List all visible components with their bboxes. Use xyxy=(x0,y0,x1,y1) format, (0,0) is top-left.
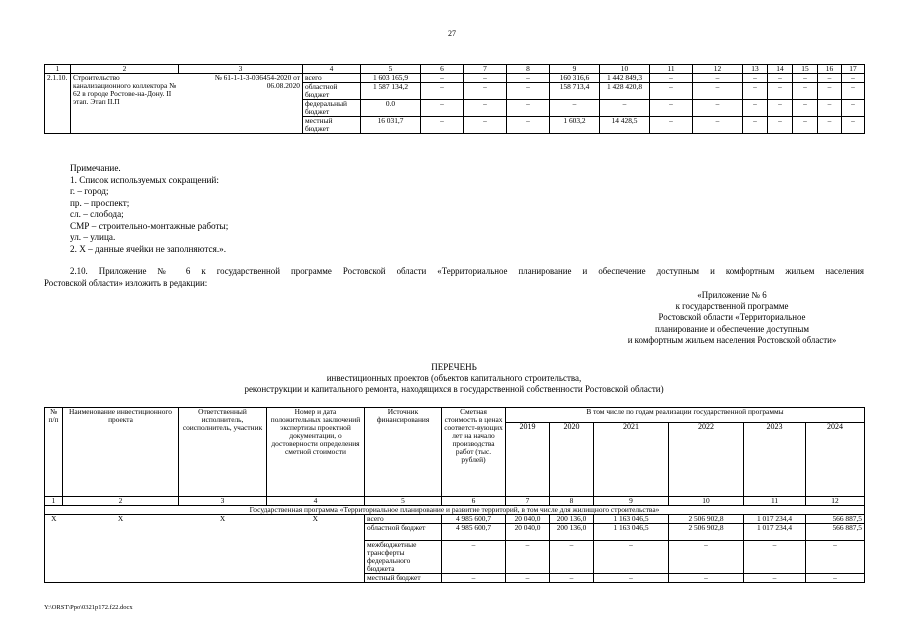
table-cell: – xyxy=(793,100,818,117)
column-number-row xyxy=(45,497,865,506)
page-number: 27 xyxy=(448,29,456,38)
appendix-caption xyxy=(600,290,864,346)
col-number: 3 xyxy=(179,65,303,74)
column-number-row xyxy=(45,65,865,74)
col-number: 9 xyxy=(594,497,669,506)
table-cell: – xyxy=(743,117,768,134)
appendix-line: и комфортным жильем населения Ростовской области» xyxy=(627,334,837,345)
table-cell: – xyxy=(507,74,550,83)
table-cell: – xyxy=(818,100,842,117)
col-number: 14 xyxy=(768,65,793,74)
col-number: 10 xyxy=(669,497,744,506)
table-row xyxy=(45,74,865,83)
col-number: 5 xyxy=(361,65,421,74)
header-num: № п/п xyxy=(45,408,63,497)
note-block xyxy=(70,163,228,255)
finance-source: федеральный бюджет xyxy=(303,100,361,117)
header-row xyxy=(45,408,865,423)
title-line: реконструкции и капитального ремонта, находящихся в государственной собственности Ростовской области) xyxy=(244,384,664,394)
finance-source: межбюджетные трансферты федерального бюджета xyxy=(365,541,442,574)
table-cell: – xyxy=(793,83,818,100)
header-source: Источник финансирования xyxy=(365,408,442,497)
header-year: 2022 xyxy=(669,423,744,497)
appendix-line: планирование и обеспечение доступным xyxy=(655,323,809,334)
table-cell: – xyxy=(768,83,793,100)
table-cell: 4 985 600,7 xyxy=(442,524,506,541)
appendix-line: «Приложение № 6 xyxy=(697,290,767,300)
table-cell: 14 428,5 xyxy=(600,117,650,134)
col-number: 5 xyxy=(365,497,442,506)
table-cell: – xyxy=(421,74,464,83)
table-cell: – xyxy=(421,117,464,134)
x-cell: Х xyxy=(45,515,63,583)
col-number: 7 xyxy=(464,65,507,74)
table-cell: 1 428 420,8 xyxy=(600,83,650,100)
header-years-group: В том числе по годам реализации государственной программы xyxy=(506,408,865,423)
col-number: 12 xyxy=(693,65,743,74)
header-cost: Сметная стоимость в ценах соответст-вующих лет на начало производства работ (тыс. рублей) xyxy=(442,408,506,497)
investment-projects-table xyxy=(44,407,865,583)
col-number: 1 xyxy=(45,65,71,74)
col-number: 4 xyxy=(267,497,365,506)
table-cell: – xyxy=(594,574,669,583)
table-cell: – xyxy=(842,100,865,117)
table-cell: – xyxy=(464,83,507,100)
paragraph-line-2: Ростовской области» изложить в редакции: xyxy=(44,278,208,288)
col-number: 15 xyxy=(793,65,818,74)
table-cell: – xyxy=(507,117,550,134)
project-name: Строительство канализационного коллектора № 62 в городе Ростове-на-Дону. II этап. Этап II.П xyxy=(71,74,179,134)
table-cell: – xyxy=(793,74,818,83)
table-cell: – xyxy=(669,574,744,583)
header-year: 2020 xyxy=(550,423,594,497)
table-cell: 2 506 902,8 xyxy=(669,515,744,524)
table-cell: – xyxy=(693,74,743,83)
table-cell: – xyxy=(650,83,693,100)
finance-source: всего xyxy=(365,515,442,524)
table-cell: – xyxy=(550,100,600,117)
table-cell: – xyxy=(506,541,550,574)
table-cell: – xyxy=(442,574,506,583)
col-number: 9 xyxy=(550,65,600,74)
table-cell: – xyxy=(693,83,743,100)
title-heading: ПЕРЕЧЕНЬ xyxy=(431,362,477,372)
table-cell: 1 587 134,2 xyxy=(361,83,421,100)
header-name: Наименование инвестиционного проекта xyxy=(63,408,179,497)
title-line: инвестиционных проектов (объектов капитального строительства, xyxy=(326,373,582,383)
table-cell: – xyxy=(744,574,806,583)
table-cell: 1 017 234,4 xyxy=(744,524,806,541)
investment-table-continuation xyxy=(44,64,865,134)
col-number: 10 xyxy=(600,65,650,74)
finance-source: местный бюджет xyxy=(365,574,442,583)
table-cell: – xyxy=(421,100,464,117)
table-cell: – xyxy=(507,83,550,100)
program-name: Государственная программа «Территориальное планирование и развитие территорий, в том числе для жилищного строительства» xyxy=(45,506,865,515)
note-line: 2. Х – данные ячейки не заполняются.». xyxy=(70,243,227,254)
col-number: 16 xyxy=(818,65,842,74)
table-cell: – xyxy=(669,541,744,574)
table-cell: 200 136,0 xyxy=(550,524,594,541)
table-cell: 0.0 xyxy=(361,100,421,117)
table-cell: 160 316,6 xyxy=(550,74,600,83)
program-row xyxy=(45,506,865,515)
col-number: 6 xyxy=(421,65,464,74)
table-cell: 158 713,4 xyxy=(550,83,600,100)
table-cell: 1 603 165,9 xyxy=(361,74,421,83)
table-cell: – xyxy=(600,100,650,117)
note-line: сл. – слобода; xyxy=(70,209,124,219)
table-cell: – xyxy=(550,574,594,583)
table-cell: 4 985 600,7 xyxy=(442,515,506,524)
row-id: 2.1.10. xyxy=(45,74,71,134)
table-cell: 2 506 902,8 xyxy=(669,524,744,541)
x-cell: Х xyxy=(63,515,179,583)
table-cell: – xyxy=(507,100,550,117)
table-cell: – xyxy=(650,117,693,134)
footer-file-path: Y:\ORST\Ppo\0321p172.f22.docx xyxy=(44,604,133,611)
note-line: ул. – улица. xyxy=(70,232,116,242)
header-year: 2024 xyxy=(806,423,865,497)
table-cell: 1 017 234,4 xyxy=(744,515,806,524)
expertise-doc: № 61-1-1-3-036454-2020 от 06.08.2020 xyxy=(179,74,303,134)
col-number: 4 xyxy=(303,65,361,74)
finance-source: областной бюджет xyxy=(365,524,442,541)
note-line: пр. – проспект; xyxy=(70,197,130,208)
table-cell: – xyxy=(464,100,507,117)
table-cell: – xyxy=(743,83,768,100)
table-cell: – xyxy=(594,541,669,574)
note-line: г. – город; xyxy=(70,186,109,196)
finance-source: местный бюджет xyxy=(303,117,361,134)
table-cell: – xyxy=(464,74,507,83)
table-cell: 566 887,5 xyxy=(806,524,865,541)
header-executor: Ответственный исполнитель, соисполнитель, участник xyxy=(179,408,267,497)
table-cell: 1 163 046,5 xyxy=(594,524,669,541)
table-cell: – xyxy=(550,541,594,574)
table-cell: – xyxy=(743,74,768,83)
col-number: 3 xyxy=(179,497,267,506)
col-number: 17 xyxy=(842,65,865,74)
col-number: 8 xyxy=(550,497,594,506)
col-number: 2 xyxy=(71,65,179,74)
table-row xyxy=(45,515,865,524)
x-cell: Х xyxy=(267,515,365,583)
table-cell: – xyxy=(693,100,743,117)
header-expertise: Номер и дата положительных заключений экспертизы проектной документации, о достоверности определения сметной стоимости xyxy=(267,408,365,497)
col-number: 11 xyxy=(650,65,693,74)
table-cell: – xyxy=(793,117,818,134)
table-cell: – xyxy=(464,117,507,134)
note-line: 1. Список используемых сокращений: xyxy=(70,174,219,185)
table-cell: – xyxy=(806,541,865,574)
table-cell: – xyxy=(842,74,865,83)
col-number: 1 xyxy=(45,497,63,506)
table-cell: – xyxy=(818,83,842,100)
col-number: 13 xyxy=(743,65,768,74)
table-cell: – xyxy=(744,541,806,574)
table-cell: 566 887,5 xyxy=(806,515,865,524)
appendix-line: к государственной программе xyxy=(675,301,789,312)
col-number: 6 xyxy=(442,497,506,506)
finance-source: областной бюджет xyxy=(303,83,361,100)
appendix-line: Ростовской области «Территориальное xyxy=(658,312,806,323)
table-cell: – xyxy=(806,574,865,583)
table-cell: – xyxy=(743,100,768,117)
table-cell: 1 163 046,5 xyxy=(594,515,669,524)
col-number: 8 xyxy=(507,65,550,74)
table-cell: 20 040,0 xyxy=(506,524,550,541)
header-year: 2019 xyxy=(506,423,550,497)
table-cell: 16 031,7 xyxy=(361,117,421,134)
table-cell: – xyxy=(842,117,865,134)
table-cell: 200 136,0 xyxy=(550,515,594,524)
header-year: 2021 xyxy=(594,423,669,497)
col-number: 11 xyxy=(744,497,806,506)
document-title xyxy=(44,362,864,395)
x-cell: Х xyxy=(179,515,267,583)
header-year: 2023 xyxy=(744,423,806,497)
note-title: Примечание. xyxy=(70,163,121,173)
table-cell: – xyxy=(768,117,793,134)
table-cell: 1 603,2 xyxy=(550,117,600,134)
table-cell: – xyxy=(421,83,464,100)
note-line: СМР – строительно-монтажные работы; xyxy=(70,220,229,231)
table-cell: – xyxy=(768,74,793,83)
table-cell: – xyxy=(650,100,693,117)
col-number: 12 xyxy=(806,497,865,506)
table-cell: – xyxy=(693,117,743,134)
table-cell: – xyxy=(768,100,793,117)
table-cell: – xyxy=(650,74,693,83)
table-cell: – xyxy=(818,117,842,134)
table-cell: – xyxy=(442,541,506,574)
finance-source: всего xyxy=(303,74,361,83)
table-cell: – xyxy=(842,83,865,100)
table-cell: – xyxy=(818,74,842,83)
col-number: 7 xyxy=(506,497,550,506)
table-cell: – xyxy=(506,574,550,583)
table-cell: 1 442 849,3 xyxy=(600,74,650,83)
table-cell: 20 040,0 xyxy=(506,515,550,524)
col-number: 2 xyxy=(63,497,179,506)
paragraph-line-1: 2.10. Приложение № 6 к государственной программе Ростовской области «Территориальное планирование и обеспечение доступным и комфортным жильем населения xyxy=(70,266,864,276)
